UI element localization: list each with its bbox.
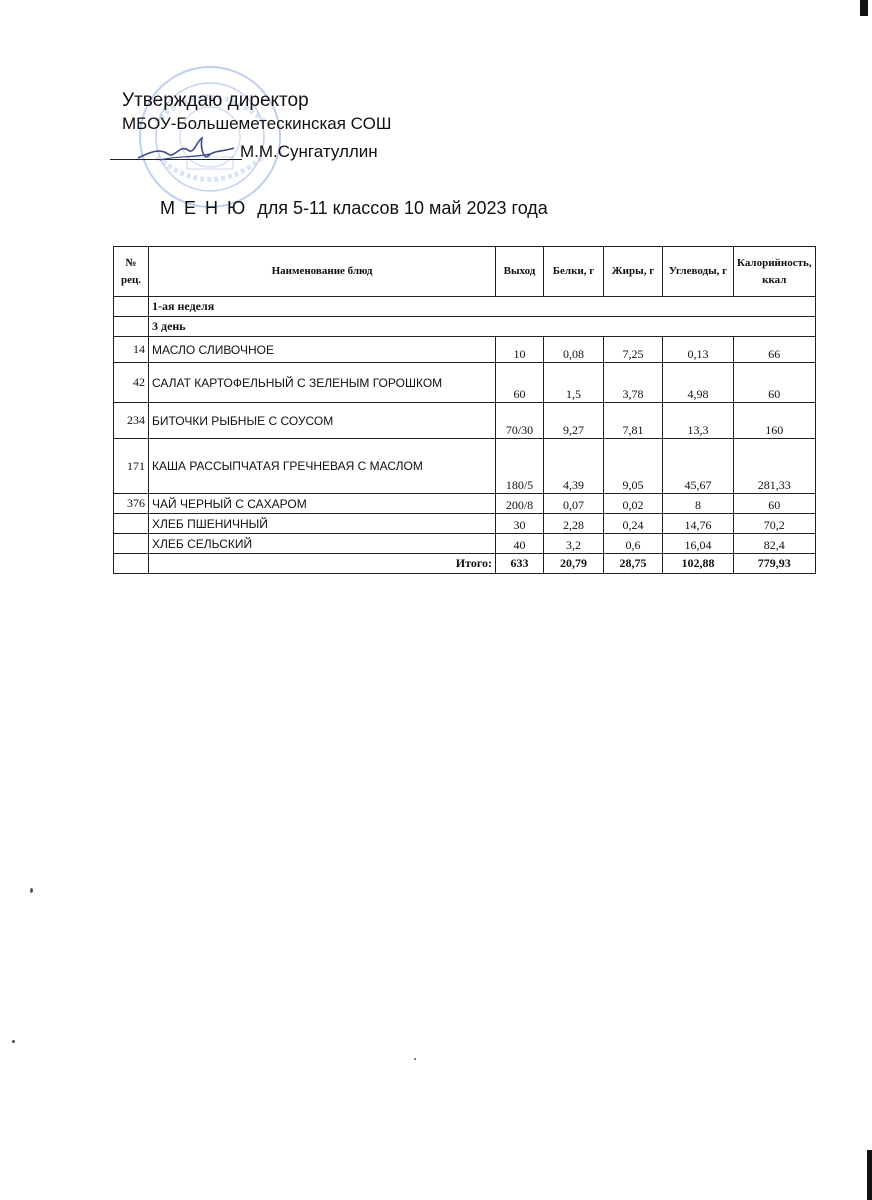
total-carbs: 102,88 [663,554,734,574]
table-row [114,514,816,534]
empty-cell [114,297,149,317]
output-value: 10 [496,337,544,363]
protein-value: 3,2 [544,534,604,554]
dish-name: КАША РАССЫПЧАТАЯ ГРЕЧНЕВАЯ С МАСЛОМ [149,439,496,494]
carbs-value: 4,98 [663,363,734,403]
table-row [114,337,816,363]
protein-value: 2,28 [544,514,604,534]
calories-value: 82,4 [734,534,816,554]
total-row [114,554,816,574]
dish-name: БИТОЧКИ РЫБНЫЕ С СОУСОМ [149,403,496,439]
calories-value: 60 [734,363,816,403]
day-row [114,317,816,337]
dish-name: ХЛЕБ ПШЕНИЧНЫЙ [149,514,496,534]
total-label: Итого: [149,554,496,574]
protein-value: 0,07 [544,494,604,514]
scan-speck [30,888,33,893]
recipe-number: 376 [114,494,149,514]
handwritten-signature [130,130,240,170]
table-row [114,494,816,514]
table-row [114,403,816,439]
menu-title [160,198,548,219]
dish-name: МАСЛО СЛИВОЧНОЕ [149,337,496,363]
table-row [114,439,816,494]
scan-speck [414,1058,416,1060]
director-name: М.М.Сунгатуллин [240,142,378,161]
output-value: 70/30 [496,403,544,439]
calories-value: 281,33 [734,439,816,494]
empty-cell [114,554,149,574]
school-name: МБОУ-Большеметескинская СОШ [122,114,392,133]
scan-edge-mark [867,1150,872,1200]
output-value: 180/5 [496,439,544,494]
week-row [114,297,816,317]
menu-title-word: М Е Н Ю [160,198,248,218]
recipe-number: 42 [114,363,149,403]
carbs-value: 14,76 [663,514,734,534]
carbs-value: 16,04 [663,534,734,554]
calories-value: 160 [734,403,816,439]
dish-name: ЧАЙ ЧЕРНЫЙ С САХАРОМ [149,494,496,514]
menu-title-details: для 5-11 классов 10 май 2023 года [257,198,548,218]
dish-name: ХЛЕБ СЕЛЬСКИЙ [149,534,496,554]
fat-value: 0,02 [604,494,663,514]
total-output: 633 [496,554,544,574]
col-header-carbs: Углеводы, г [663,247,734,297]
output-value: 60 [496,363,544,403]
carbs-value: 45,67 [663,439,734,494]
fat-value: 9,05 [604,439,663,494]
output-value: 40 [496,534,544,554]
protein-value: 9,27 [544,403,604,439]
col-header-dish-name: Наименование блюд [149,247,496,297]
col-header-fat: Жиры, г [604,247,663,297]
total-fat: 28,75 [604,554,663,574]
recipe-number [114,514,149,534]
protein-value: 1,5 [544,363,604,403]
carbs-value: 0,13 [663,337,734,363]
calories-value: 70,2 [734,514,816,534]
empty-cell [114,317,149,337]
dish-name: САЛАТ КАРТОФЕЛЬНЫЙ С ЗЕЛЕНЫМ ГОРОШКОМ [149,363,496,403]
fat-value: 7,25 [604,337,663,363]
week-label: 1-ая неделя [149,297,816,317]
col-header-protein: Белки, г [544,247,604,297]
fat-value: 0,24 [604,514,663,534]
output-value: 200/8 [496,494,544,514]
table-row [114,534,816,554]
recipe-number: 171 [114,439,149,494]
scan-speck [12,1040,15,1043]
approval-heading: Утверждаю директор [122,90,309,111]
recipe-number: 234 [114,403,149,439]
table-row [114,363,816,403]
protein-value: 0,08 [544,337,604,363]
carbs-value: 8 [663,494,734,514]
total-calories: 779,93 [734,554,816,574]
menu-table [113,246,816,574]
fat-value: 7,81 [604,403,663,439]
recipe-number [114,534,149,554]
day-label: 3 день [149,317,816,337]
col-header-recipe-number: № рец. [114,247,149,297]
calories-value: 60 [734,494,816,514]
total-protein: 20,79 [544,554,604,574]
output-value: 30 [496,514,544,534]
fat-value: 3,78 [604,363,663,403]
table-header-row [114,247,816,297]
calories-value: 66 [734,337,816,363]
col-header-output: Выход [496,247,544,297]
carbs-value: 13,3 [663,403,734,439]
fat-value: 0,6 [604,534,663,554]
recipe-number: 14 [114,337,149,363]
col-header-calories: Калорийность, ккал [734,247,816,297]
protein-value: 4,39 [544,439,604,494]
scan-edge-mark [860,0,868,16]
